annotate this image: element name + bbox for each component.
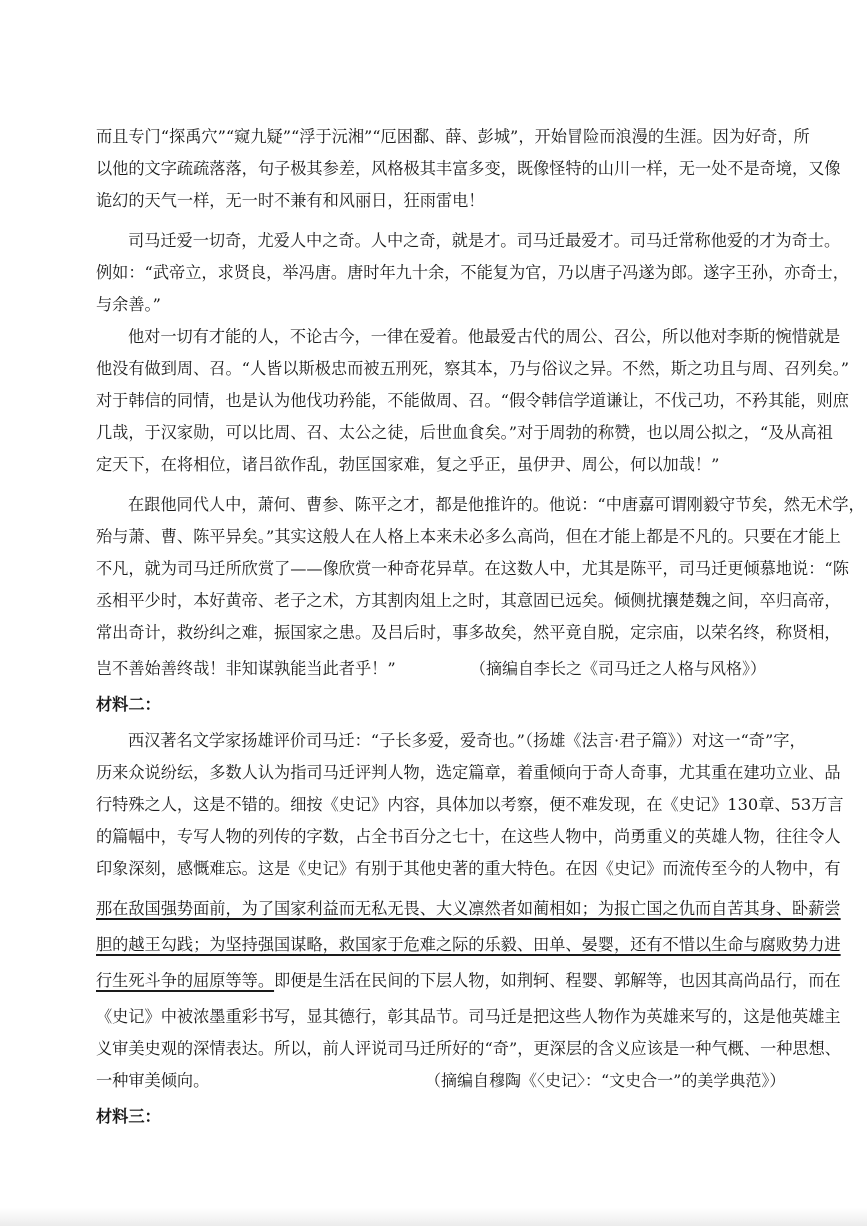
- paragraph-line: 印象深刻，感慨难忘。这是《史记》有别于其他史著的重大特色。在因《史记》而流传至今的人物中，有: [96, 859, 841, 878]
- paragraph-line: 常出奇计，救纷纠之难，振国家之患。及吕后时，事多故矣，然平竟自脱，定宗庙，以荣名终，称贤相，: [96, 623, 841, 642]
- paragraph-line: 一种审美倾向。: [96, 1071, 210, 1090]
- paragraph-line: 行特殊之人，这是不错的。细按《史记》内容，具体加以考察，便不难发现，在《史记》130章、53万言: [96, 795, 844, 814]
- paragraph-line: 在跟他同代人中，萧何、曹参、陈平之才，都是他推许的。他说：“中唐嘉可谓刚毅守节矣，然无术学，: [128, 495, 865, 514]
- paragraph-line: 以他的文字疏疏落落，句子极其参差，风格极其丰富多变，既像怪特的山川一样，无一处不是奇境，又像: [96, 159, 841, 178]
- paragraph-line: 岂不善始善终哉！非知谋孰能当此者乎！”: [96, 659, 396, 678]
- paragraph-line: 例如：“武帝立，求贤良，举冯唐。唐时年九十余，不能复为官，乃以唐子冯遂为郎。遂字王孙，亦奇士，: [96, 263, 849, 282]
- paragraph-line: 他没有做到周、召。“人皆以斯极忠而被五刑死，察其本，乃与俗议之异。不然，斯之功且与周、召列矣。”: [96, 359, 850, 378]
- paragraph-line: 殆与萧、曹、陈平异矣。”其实这般人在人格上本来未必多么高尚，但在才能上都是不凡的。只要在才能上: [96, 527, 841, 546]
- paragraph-line: 义审美史观的深情表达。所以，前人评说司马迁所好的“奇”，更深层的含义应该是一种气概、一种思想、: [96, 1039, 841, 1058]
- paragraph-line: 《史记》中被浓墨重彩书写，显其德行，彰其品节。司马迁是把这些人物作为英雄来写的，这是他英雄主: [96, 1007, 841, 1026]
- paragraph-line: 西汉著名文学家扬雄评价司马迁：“子长多爱，爱奇也。”（扬雄《法言·君子篇》）对这一“奇”字，: [128, 731, 806, 750]
- paragraph-line: 定天下，在将相位，诸吕欲作乱，勃匡国家难，复之乎正，虽伊尹、周公，何以加哉！”: [96, 455, 720, 474]
- section-label: 材料三：: [96, 1107, 161, 1126]
- line-continuation: 即便是生活在民间的下层人物，如荆轲、程婴、郭解等，也因其高尚品行，而在: [274, 971, 841, 990]
- underlined-line: 胆的越王勾践；为坚持强国谋略，救国家于危难之际的乐毅、田单、晏婴，还有不惜以生命与腐败势力进: [96, 935, 841, 954]
- paragraph-line: 对于韩信的同情，也是认为他伐功矜能，不能做周、召。“假令韩信学道谦让，不伐己功，不矜其能，则庶: [96, 391, 849, 410]
- paragraph-line: 的篇幅中，专写人物的列传的字数，占全书百分之七十，在这些人物中，尚勇重义的英雄人物，往往令人: [96, 827, 841, 846]
- paragraph-line: 而且专门“探禹穴”“窥九疑”“浮于沅湘”“厄困鄱、薛、彭城”，开始冒险而浪漫的生涯。因为好奇，所: [96, 127, 810, 146]
- paragraph-line: 他对一切有才能的人，不论古今，一律在爱着。他最爱古代的周公、召公，所以他对李斯的惋惜就是: [128, 327, 841, 346]
- section-label: 材料二：: [96, 695, 161, 714]
- scan-shadow: [0, 1208, 867, 1226]
- source-citation: （摘编自李长之《司马迁之人格与风格》）: [470, 659, 767, 678]
- paragraph-line: 历来众说纷纭，多数人认为指司马迁评判人物，选定篇章，着重倾向于奇人奇事，尤其重在建功立业、品: [96, 763, 841, 782]
- paragraph-line: 几哉，于汉家勋，可以比周、召、太公之徒，后世血食矣。”对于周勃的称赞，也以周公拟之，“及从高祖: [96, 423, 833, 442]
- underlined-segment: 行生死斗争的屈原等等。: [96, 971, 275, 990]
- paragraph-line: 与余善。”: [96, 295, 161, 314]
- paragraph-line: 司马迁爱一切奇，尤爱人中之奇。人中之奇，就是才。司马迁最爱才。司马迁常称他爱的才为奇士。: [128, 231, 841, 250]
- paragraph-line: 不凡，就为司马迁所欣赏了——像欣赏一种奇花异草。在这数人中，尤其是陈平，司马迁更倾慕地说：“陈: [96, 559, 849, 578]
- paragraph-line: 诡幻的天气一样，无一时不兼有和风丽日，狂雨雷电！: [96, 191, 485, 210]
- paragraph-line: [96, 965, 841, 997]
- source-citation: （摘编自穆陶《〈史记〉：“文史合一”的美学典范》）: [425, 1071, 786, 1090]
- paragraph-line: 丞相平少时，本好黄帝、老子之术，方其割肉俎上之时，其意固已远矣。倾侧扰攘楚魏之间，卒归高帝，: [96, 591, 841, 610]
- underlined-line: 那在敌国强势面前，为了国家利益而无私无畏、大义凛然者如蔺相如；为报亡国之仇而自苦其身、卧薪尝: [96, 899, 841, 918]
